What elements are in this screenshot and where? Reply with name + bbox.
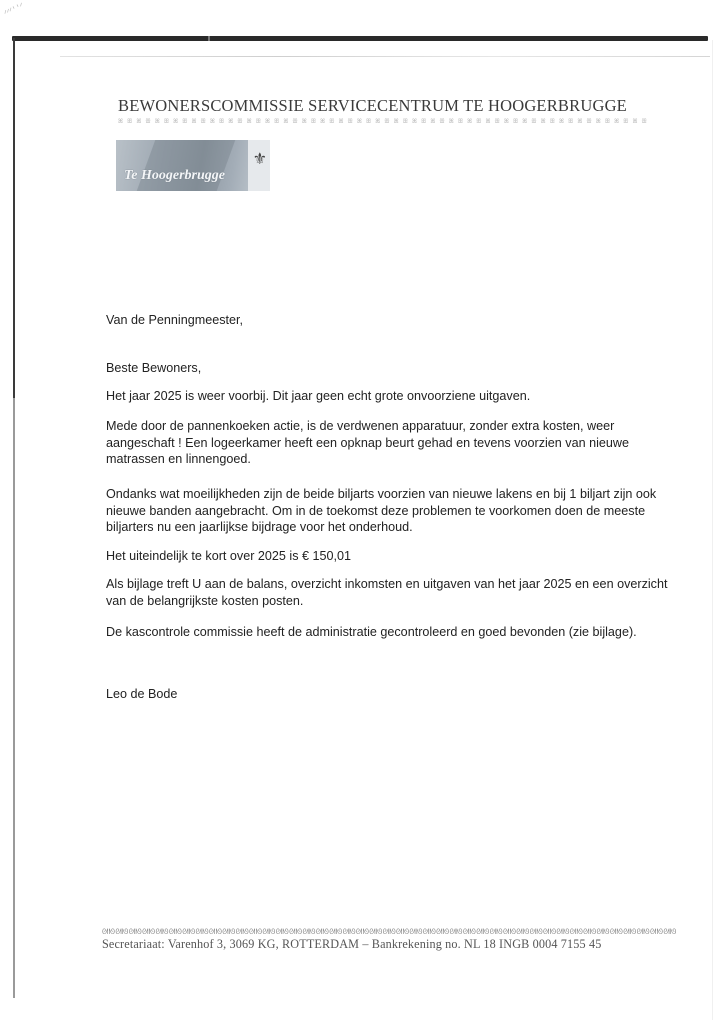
logo-text: Te Hoogerbrugge xyxy=(124,168,225,183)
footer-ornament-divider: ᘛᘚᘛᘚᘛᘚᘛᘚᘛᘚᘛᘚᘛᘚᘛᘚᘛᘚᘛᘚᘛᘚᘛᘚᘛᘚᘛᘚᘛᘚᘛᘚᘛᘚᘛᘚᘛᘚᘛᘚᘛᘚᘛᘚᘛᘚᘛᘚᘛᘚᘛᘚᘛᘚᘛᘚᘛᘚᘛᘚᘛᘚᘛᘚᘛᘚᘛᘚᘛᘚᘛᘚᘛᘚᘛᘚᘛᘚᘛᘚᘛᘚᘛᘚᘛᘚ xyxy=(102,927,677,936)
scan-line xyxy=(60,56,710,57)
paragraph: Als bijlage treft U aan de balans, overzicht inkomsten en uitgaven van het jaar 2025 en een overzicht van de belangrijkste kosten posten. xyxy=(106,577,668,608)
header-ornament-divider: ꕤ ꕥ ꕤ ꕥ ꕤ ꕥ ꕤ ꕥ ꕤ ꕥ ꕤ ꕥ ꕤ ꕥ ꕤ ꕥ ꕤ ꕥ ꕤ ꕥ ꕤ ꕥ ꕤ ꕥ ꕤ ꕥ ꕤ ꕥ ꕤ ꕥ ꕤ ꕥ ꕤ ꕥ ꕤ ꕥ ꕤ ꕥ ꕤ ꕥ ꕤ ꕥ ꕤ ꕥ ꕤ ꕥ ꕤ ꕥ ꕤ ꕥ ꕤ ꕥ ꕤ ꕥ ꕤ ꕥ ꕤ ꕥ xyxy=(118,118,648,125)
paragraph: Ondanks wat moeilijkheden zijn de beide biljarts voorzien van nieuwe lakens en bij 1 biljart zijn ook nieuwe banden aangebracht. Om in de toekomst deze problemen te voorkomen doen de meeste biljarters nu een jaarlijkse bijdrage voor het onderhoud. xyxy=(106,487,657,534)
right-page-edge xyxy=(712,40,713,1020)
organization-title: BEWONERSCOMMISSIE SERVICECENTRUM TE HOOGERBRUGGE xyxy=(118,96,627,115)
scan-artifact: ᐟᐟᐟ''ᐟ xyxy=(2,2,26,20)
letter-salutation: Beste Bewoners, xyxy=(106,361,202,375)
paragraph-shortfall: Het uiteindelijk te kort over 2025 is € 150,01 xyxy=(106,549,352,563)
letter-from: Van de Penningmeester, xyxy=(106,313,243,327)
paragraph: Mede door de pannenkoeken actie, is de verdwenen apparatuur, zonder extra kosten, weer aangeschaft ! Een logeerkamer heeft een opknap beurt gehad en tevens voorzien van nieuwe matrassen en linnengoed. xyxy=(106,419,630,466)
top-border-bar xyxy=(12,36,708,41)
signature: Leo de Bode xyxy=(106,687,178,701)
crest-icon: ⚜ xyxy=(252,151,267,168)
logo xyxy=(116,140,270,191)
footer-address: Secretariaat: Varenhof 3, 3069 KG, ROTTERDAM – Bankrekening no. NL 18 INGB 0004 7155 45 xyxy=(102,937,602,951)
left-margin-rule xyxy=(13,38,15,998)
paragraph: Het jaar 2025 is weer voorbij. Dit jaar geen echt grote onvoorziene uitgaven. xyxy=(106,389,531,403)
paragraph: De kascontrole commissie heeft de administratie gecontroleerd en goed bevonden (zie bijlage). xyxy=(106,625,637,639)
